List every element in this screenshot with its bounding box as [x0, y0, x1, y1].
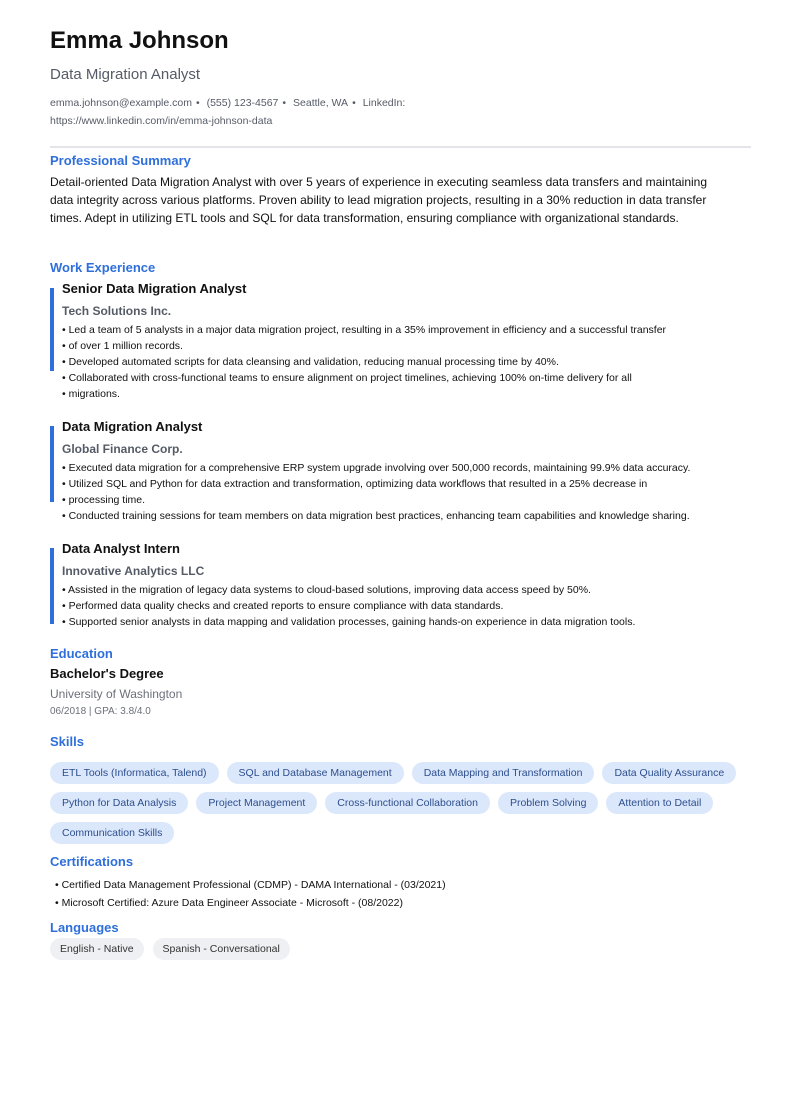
job-company: Innovative Analytics LLC — [62, 564, 205, 578]
job-company: Global Finance Corp. — [62, 442, 183, 456]
bullet-line: • Utilized SQL and Python for data extraction and transformation, optimizing data workflows that resulted in a 25% decrease in — [62, 478, 648, 490]
linkedin-label: LinkedIn: — [362, 97, 406, 109]
job-entry — [50, 419, 750, 529]
summary-text: Detail-oriented Data Migration Analyst with over 5 years of experience in executing seamless data transfers and maintaining data integrity across various platforms. Proven ability to lead migration projects, resulting in a 30% reduction in data transfer times. Adept in utilizing ETL tools and SQL for data transformation, ensuring compliance with organizational standards. — [50, 175, 708, 225]
bullet-line: • of over 1 million records. — [62, 340, 183, 352]
job-bullets — [62, 460, 712, 524]
skill-pill: Attention to Detail — [606, 792, 713, 814]
job-accent-bar — [50, 288, 54, 371]
section-heading-languages: Languages — [50, 920, 119, 935]
skill-pill: SQL and Database Management — [227, 762, 404, 784]
skill-pill: ETL Tools (Informatica, Talend) — [50, 762, 219, 784]
phone-text: (555) 123-4567 — [206, 97, 279, 109]
job-accent-bar — [50, 548, 54, 624]
job-company: Tech Solutions Inc. — [62, 304, 172, 318]
education-school: University of Washington — [50, 687, 183, 701]
job-title: Data Analyst Intern — [62, 541, 180, 556]
skill-pill: Problem Solving — [498, 792, 598, 814]
bullet-line: • Executed data migration for a comprehensive ERP system upgrade involving over 500,000 records, maintaining 99.9% data accuracy. — [62, 462, 691, 474]
job-bullets — [62, 322, 712, 402]
header-divider — [50, 146, 751, 148]
job-title: Data Migration Analyst — [62, 419, 203, 434]
contact-line — [50, 94, 430, 130]
skills-list — [50, 762, 752, 844]
section-heading-experience: Work Experience — [50, 260, 156, 275]
certification-item: • Microsoft Certified: Azure Data Engineer Associate - Microsoft - (08/2022) — [55, 897, 403, 909]
skill-pill: Data Quality Assurance — [602, 762, 736, 784]
education-meta: 06/2018 | GPA: 3.8/4.0 — [50, 706, 151, 717]
skill-pill: Cross-functional Collaboration — [325, 792, 490, 814]
education-degree: Bachelor's Degree — [50, 666, 164, 681]
language-pill: English - Native — [50, 938, 144, 960]
skill-pill: Communication Skills — [50, 822, 174, 844]
bullet-line: • Led a team of 5 analysts in a major data migration project, resulting in a 35% improvement in efficiency and a successful transfer — [62, 324, 667, 336]
section-heading-certifications: Certifications — [50, 854, 134, 869]
section-heading-education: Education — [50, 646, 113, 661]
job-accent-bar — [50, 426, 54, 502]
section-heading-skills: Skills — [50, 734, 84, 749]
skill-pill: Project Management — [196, 792, 317, 814]
language-pill: Spanish - Conversational — [153, 938, 290, 960]
bullet-line: • migrations. — [62, 388, 120, 400]
job-entry — [50, 541, 750, 631]
linkedin-link[interactable]: https://www.linkedin.com/in/emma-johnson-data — [50, 115, 273, 127]
separator-dot: • — [352, 97, 356, 109]
skill-pill: Python for Data Analysis — [50, 792, 188, 814]
separator-dot: • — [282, 97, 287, 109]
separator-dot: • — [195, 97, 200, 109]
job-entry — [50, 281, 750, 401]
bullet-line: • Conducted training sessions for team members on data migration best practices, enhancing team capabilities and knowledge sharing. — [62, 510, 690, 522]
bullet-line: • Supported senior analysts in data mapping and validation processes, gaining hands-on experience in data migration tools. — [62, 616, 636, 628]
certification-item: • Certified Data Management Professional (CDMP) - DAMA International - (03/2021) — [55, 879, 446, 891]
candidate-title: Data Migration Analyst — [50, 66, 201, 83]
bullet-line: • Collaborated with cross-functional teams to ensure alignment on project timelines, achieving 100% on-time delivery for all — [62, 372, 632, 384]
candidate-name: Emma Johnson — [50, 27, 229, 54]
job-title: Senior Data Migration Analyst — [62, 281, 247, 296]
certifications-list — [55, 876, 446, 912]
bullet-line: • processing time. — [62, 494, 146, 506]
email-link[interactable]: emma.johnson@example.com — [50, 97, 192, 109]
bullet-line: • Developed automated scripts for data cleansing and validation, reducing manual processing time by 40%. — [62, 356, 559, 368]
skill-pill: Data Mapping and Transformation — [412, 762, 595, 784]
job-bullets — [62, 582, 712, 630]
section-heading-summary: Professional Summary — [50, 153, 191, 168]
bullet-line: • Assisted in the migration of legacy data systems to cloud-based solutions, improving data access speed by 50%. — [62, 584, 591, 596]
location-text: Seattle, WA — [293, 97, 349, 109]
languages-list — [50, 938, 290, 960]
bullet-line: • Performed data quality checks and created reports to ensure compliance with data standards. — [62, 600, 504, 612]
